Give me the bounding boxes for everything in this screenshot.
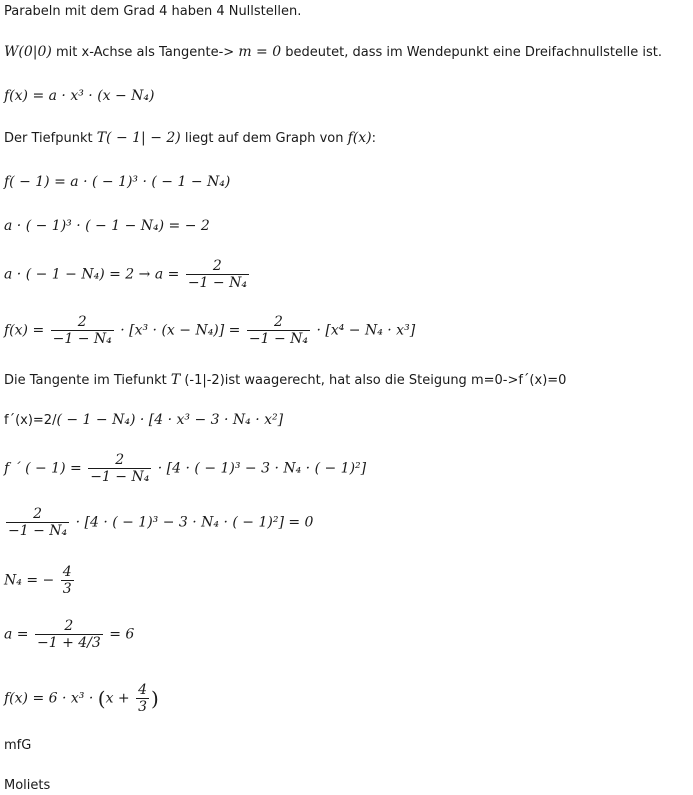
fx-mid: · [x³ · (x − N₄)] = bbox=[120, 322, 241, 339]
tangent-statement bbox=[4, 372, 566, 388]
a-left: a = bbox=[4, 626, 29, 643]
derivative-right: · [4 · ( − 1)³ − 3 · N₄ · ( − 1)²] bbox=[157, 460, 367, 477]
fraction-four-thirds bbox=[136, 682, 149, 715]
function-ansatz: f(x) = a · x³ · (x − N₄) bbox=[4, 88, 155, 104]
fraction-denominator: −1 − N₄ bbox=[90, 469, 150, 485]
condition-rest: bedeutet, dass im Wendepunkt eine Dreifachnullstelle ist. bbox=[281, 45, 662, 60]
intro-sentence: Parabeln mit dem Grad 4 haben 4 Nullstellen. bbox=[4, 4, 302, 19]
fraction-1 bbox=[51, 314, 114, 347]
fraction-denominator: −1 − N₄ bbox=[187, 275, 247, 291]
fraction-a bbox=[186, 258, 249, 291]
fraction-numerator: 2 bbox=[247, 314, 310, 331]
fraction-2 bbox=[247, 314, 310, 347]
equation-a bbox=[4, 258, 251, 291]
fraction-denominator: −1 − N₄ bbox=[52, 331, 112, 347]
fraction-denominator: −1 + 4/3 bbox=[36, 635, 101, 651]
a-right: = 6 bbox=[109, 626, 135, 643]
fraction-numerator: 4 bbox=[62, 564, 72, 580]
fraction-numerator: 2 bbox=[51, 314, 114, 331]
fx-right: · [x⁴ − N₄ · x³] bbox=[316, 322, 416, 339]
fraction-numerator: 2 bbox=[6, 506, 69, 523]
fraction-denominator: −1 − N₄ bbox=[248, 331, 309, 347]
zero-eq-right: · [4 · ( − 1)³ − 3 · N₄ · ( − 1)²] = 0 bbox=[75, 514, 314, 531]
fraction-derivative bbox=[88, 452, 151, 485]
fraction-n4 bbox=[61, 564, 74, 597]
minimum-point: T( − 1| − 2) bbox=[96, 130, 181, 146]
point-T: T bbox=[170, 372, 181, 388]
condition-text: mit x-Achse als Tangente-> bbox=[51, 45, 239, 60]
fx-left: f(x) = bbox=[4, 322, 45, 339]
minimum-statement bbox=[4, 130, 376, 146]
fraction-numerator: 4 bbox=[138, 682, 148, 698]
equation-f-minus-one: f( − 1) = a · ( − 1)³ · ( − 1 − N₄) bbox=[4, 174, 231, 190]
derivative-at-minus-one bbox=[4, 452, 366, 485]
tangent-text: Die Tangente im Tiefunkt bbox=[4, 373, 171, 388]
equation-a-left: a · ( − 1 − N₄) = 2 → a = bbox=[4, 266, 180, 283]
function-with-a bbox=[4, 314, 415, 347]
open-paren: ( bbox=[97, 686, 106, 711]
derivative-line bbox=[4, 412, 283, 428]
n4-result bbox=[4, 564, 76, 597]
derivative-left: f ´ ( − 1) = bbox=[4, 460, 82, 477]
n4-left: N₄ = − bbox=[4, 572, 55, 589]
final-left: f(x) = 6 · x³ · bbox=[4, 690, 94, 707]
close-paren: ) bbox=[151, 686, 159, 711]
signature: Moliets bbox=[4, 778, 51, 793]
a-result bbox=[4, 618, 134, 651]
fraction-numerator: 2 bbox=[88, 452, 151, 469]
fraction-denominator: 3 bbox=[62, 581, 72, 597]
origin-point: W(0|0) bbox=[4, 44, 52, 60]
equation-minus-two: a · ( − 1)³ · ( − 1 − N₄) = − 2 bbox=[4, 218, 210, 234]
minimum-mid-text: liegt auf dem Graph von bbox=[180, 131, 348, 146]
final-function bbox=[4, 682, 159, 715]
tangent-rest: (-1|-2)ist waagerecht, hat also die Steigung m=0->f´(x)=0 bbox=[180, 373, 567, 388]
fraction-denominator: −1 − N₄ bbox=[8, 523, 68, 539]
fraction-denominator: 3 bbox=[138, 699, 148, 715]
fraction-a-result bbox=[35, 618, 103, 651]
derivative-prefix: f´(x)=2/ bbox=[4, 413, 57, 428]
fraction-numerator: 2 bbox=[35, 618, 103, 635]
derivative-equals-zero bbox=[4, 506, 313, 539]
minimum-text: Der Tiefpunkt bbox=[4, 131, 97, 146]
function-name: f(x) bbox=[347, 130, 372, 146]
derivative-expression: ( − 1 − N₄) · [4 · x³ − 3 · N₄ · x²] bbox=[56, 412, 284, 428]
slope-zero: m = 0 bbox=[238, 44, 282, 60]
greeting: mfG bbox=[4, 738, 32, 753]
colon: : bbox=[371, 131, 376, 146]
condition-line bbox=[4, 44, 662, 60]
fraction-zero-eq bbox=[6, 506, 69, 539]
fraction-numerator: 2 bbox=[186, 258, 249, 275]
final-x: x + bbox=[105, 690, 130, 707]
